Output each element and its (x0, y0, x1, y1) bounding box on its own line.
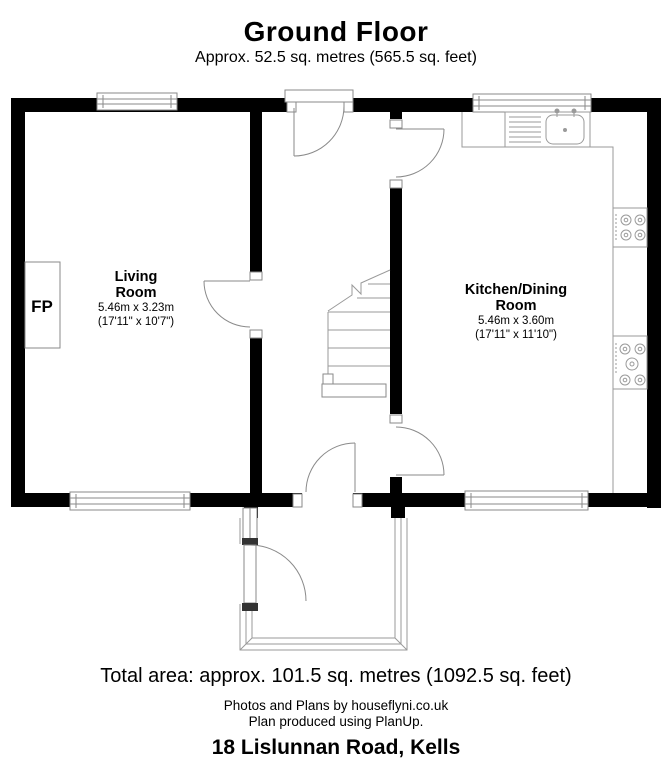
kitchen-room-name-line2: Room (495, 298, 537, 314)
fireplace (25, 262, 60, 348)
window-living-bottom (70, 492, 190, 510)
kitchen-upper-door (396, 129, 444, 177)
porch-door-leaf (244, 545, 256, 603)
kitchen-sink (505, 109, 590, 148)
stair-treads-partial (357, 284, 390, 298)
window-kitchen-bottom (465, 491, 588, 510)
front-door-swing-arc (306, 443, 355, 492)
wall-end-cap (250, 330, 262, 338)
wall-openings (250, 98, 402, 507)
sink-drainer-lines (509, 117, 541, 142)
wall-end-cap (287, 102, 296, 112)
stair-treads (328, 312, 390, 366)
wall-end-cap (344, 102, 353, 112)
kitchen-room-name-line1: Kitchen/Dining (464, 282, 568, 298)
fireplace-label: FP (31, 297, 53, 316)
porch-glazing-outer (240, 518, 407, 650)
wall-end-cap (293, 494, 302, 507)
wall-end-cap (250, 272, 262, 280)
living-room-door (204, 281, 250, 327)
floor-area-subtitle: Approx. 52.5 sq. metres (565.5 sq. feet) (195, 49, 477, 66)
page-title: Ground Floor (243, 16, 429, 47)
doors (204, 90, 444, 492)
stair-break-line (328, 270, 390, 311)
hob-lower (613, 336, 647, 389)
front-door (306, 443, 355, 492)
living-door-swing-arc (204, 281, 250, 327)
wall-end-cap (390, 415, 402, 423)
window-living-top (97, 93, 177, 110)
porch-wall-stub-right (391, 507, 405, 518)
living-room-name-line1: Living (114, 269, 158, 285)
wall-left (11, 98, 25, 507)
porch-door (242, 538, 306, 611)
front-door-opening (302, 493, 353, 507)
back-door-swing-arc (294, 106, 344, 156)
total-area-text: Total area: approx. 101.5 sq. metres (1092.5 sq. feet) (100, 665, 572, 687)
porch-glazing-inner (252, 518, 395, 638)
porch-door-swing-arc (250, 545, 306, 601)
kitchen-room-dims-imperial: (17'11" x 11'10") (475, 329, 557, 341)
kitchen-room-dims-metric: 5.46m x 3.60m (477, 315, 555, 327)
kitchen-lower-door (396, 427, 444, 475)
stair-newel-post (323, 374, 333, 384)
porch (236, 508, 407, 650)
living-room-name-line2: Room (115, 285, 157, 301)
stairs (322, 270, 390, 397)
living-door-opening (250, 272, 262, 338)
porch-glazing-mid (246, 518, 401, 644)
property-address: 18 Lislunnan Road, Kells (211, 736, 461, 759)
living-room-dims-imperial: (17'11" x 10'7") (97, 316, 175, 328)
planup-credit-text: Plan produced using PlanUp. (248, 714, 424, 729)
sink-plughole (563, 128, 567, 132)
hob-upper (613, 208, 647, 247)
wall-end-cap (390, 120, 402, 128)
wall-end-cap (390, 180, 402, 188)
kitchen-counter-outline (462, 112, 613, 493)
stair-bottom-step (322, 384, 386, 397)
photos-credit-text: Photos and Plans by houseflyni.co.uk (223, 698, 449, 713)
back-door-frame (285, 90, 353, 102)
wall-end-cap (353, 494, 362, 507)
living-room-dims-metric: 5.46m x 3.23m (97, 302, 175, 314)
kitchen-upper-door-swing-arc (396, 129, 444, 177)
back-door (285, 90, 353, 156)
kitchen-fittings (462, 109, 647, 494)
kitchen-lower-door-swing-arc (396, 427, 444, 475)
wall-right (647, 98, 661, 508)
